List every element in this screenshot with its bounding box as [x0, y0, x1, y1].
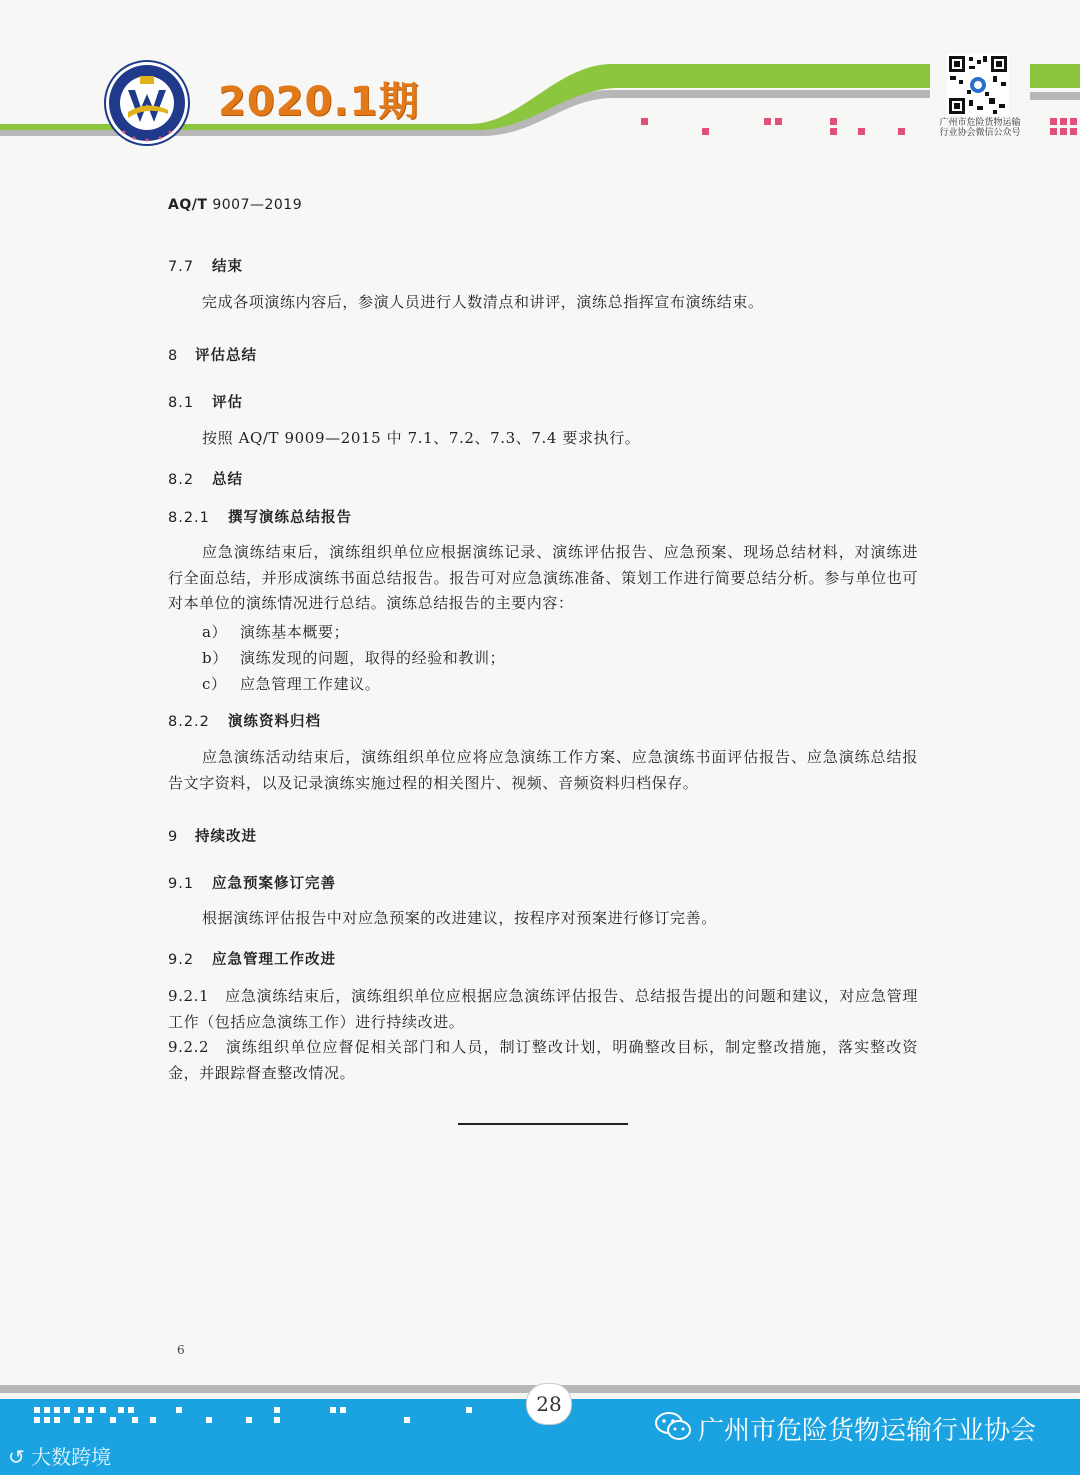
list-item-text: 演练发现的问题，取得的经验和教训； [240, 649, 506, 667]
list-item-text: 应急管理工作建议。 [240, 675, 381, 693]
heading-9-2 [168, 948, 336, 969]
paragraph-8-1: 按照 AQ/T 9009—2015 中 7.1、7.2、7.3、7.4 要求执行。 [202, 429, 641, 447]
heading-9 [168, 825, 257, 846]
qr-caption [928, 118, 1032, 138]
heading-text: 持续改进 [195, 829, 257, 845]
list-item-label: a） [202, 623, 228, 641]
standard-number [168, 197, 302, 213]
list-item-label: c） [202, 675, 227, 693]
heading-9-1 [168, 872, 336, 893]
heading-text: 撰写演练总结报告 [228, 510, 352, 526]
standard-prefix: AQ/T [168, 197, 208, 213]
end-rule [458, 1123, 628, 1125]
qr-code-icon [947, 54, 1009, 116]
list-item [202, 673, 380, 694]
heading-number: 8.2 [168, 472, 195, 488]
heading-7-7 [168, 255, 243, 276]
paragraph-7-7: 完成各项演练内容后，参演人员进行人数清点和讲评，演练总指挥宣布演练结束。 [202, 293, 764, 311]
association-logo-icon [104, 60, 190, 146]
heading-text: 应急管理工作改进 [212, 952, 336, 968]
heading-number: 9.1 [168, 876, 195, 892]
heading-text: 评估 [212, 395, 243, 411]
heading-text: 总结 [212, 472, 243, 488]
watermark [8, 1441, 111, 1470]
qr-caption-line-1: 广州市危险货物运输 [939, 118, 1021, 128]
qr-caption-line-2: 行业协会微信公众号 [939, 128, 1021, 138]
paragraph-8-2-2: 应急演练活动结束后，演练组织单位应将应急演练工作方案、应急演练书面评估报告、应急演练总结报告文字资料，以及记录演练实施过程的相关图片、视频、音频资料归档保存。 [168, 748, 918, 792]
heading-8-2-2 [168, 710, 321, 731]
heading-8-2-1 [168, 506, 352, 527]
heading-number: 9 [168, 829, 179, 845]
standard-rest: 9007—2019 [207, 197, 303, 213]
list-item-text: 演练基本概要； [240, 623, 350, 641]
association-name: 广州市危险货物运输行业协会 [698, 1416, 1037, 1446]
heading-text: 演练资料归档 [228, 714, 321, 730]
magazine-page-number: 28 [526, 1383, 572, 1425]
heading-number: 7.7 [168, 259, 195, 275]
heading-text: 评估总结 [195, 348, 257, 364]
issue-title: 2020.1期 [218, 79, 420, 125]
paragraph-9-1: 根据演练评估报告中对应急预案的改进建议，按程序对预案进行修订完善。 [202, 909, 717, 927]
heading-8-2 [168, 468, 243, 489]
wechat-icon [654, 1410, 692, 1442]
watermark-logo-icon: ↺ [8, 1445, 25, 1469]
paragraph-9-2-2: 9.2.2 演练组织单位应督促相关部门和人员，制订整改计划，明确整改目标，制定整改措施，落实整改资金，并跟踪督查整改情况。 [168, 1038, 918, 1082]
heading-number: 9.2 [168, 952, 195, 968]
watermark-text: 大数跨境 [31, 1445, 112, 1469]
paragraph-8-2-1: 应急演练结束后，演练组织单位应根据演练记录、演练评估报告、应急预案、现场总结材料，对演练进行全面总结，并形成演练书面总结报告。报告可对应急演练准备、策划工作进行简要总结分析。参与单位也可对本单位的演练情况进行总结。演练总结报告的主要内容： [168, 543, 918, 613]
document-page-number: 6 [177, 1343, 185, 1357]
heading-text: 应急预案修订完善 [212, 876, 336, 892]
list-item [202, 621, 349, 642]
heading-8-1 [168, 391, 243, 412]
heading-number: 8.1 [168, 395, 195, 411]
heading-number: 8 [168, 348, 179, 364]
heading-8 [168, 344, 257, 365]
heading-number: 8.2.1 [168, 510, 210, 526]
list-item [202, 647, 505, 668]
heading-number: 8.2.2 [168, 714, 210, 730]
paragraph-9-2-1: 9.2.1 应急演练结束后，演练组织单位应根据应急演练评估报告、总结报告提出的问题和建议，对应急管理工作（包括应急演练工作）进行持续改进。 [168, 987, 918, 1031]
list-item-label: b） [202, 649, 228, 667]
heading-text: 结束 [212, 259, 243, 275]
